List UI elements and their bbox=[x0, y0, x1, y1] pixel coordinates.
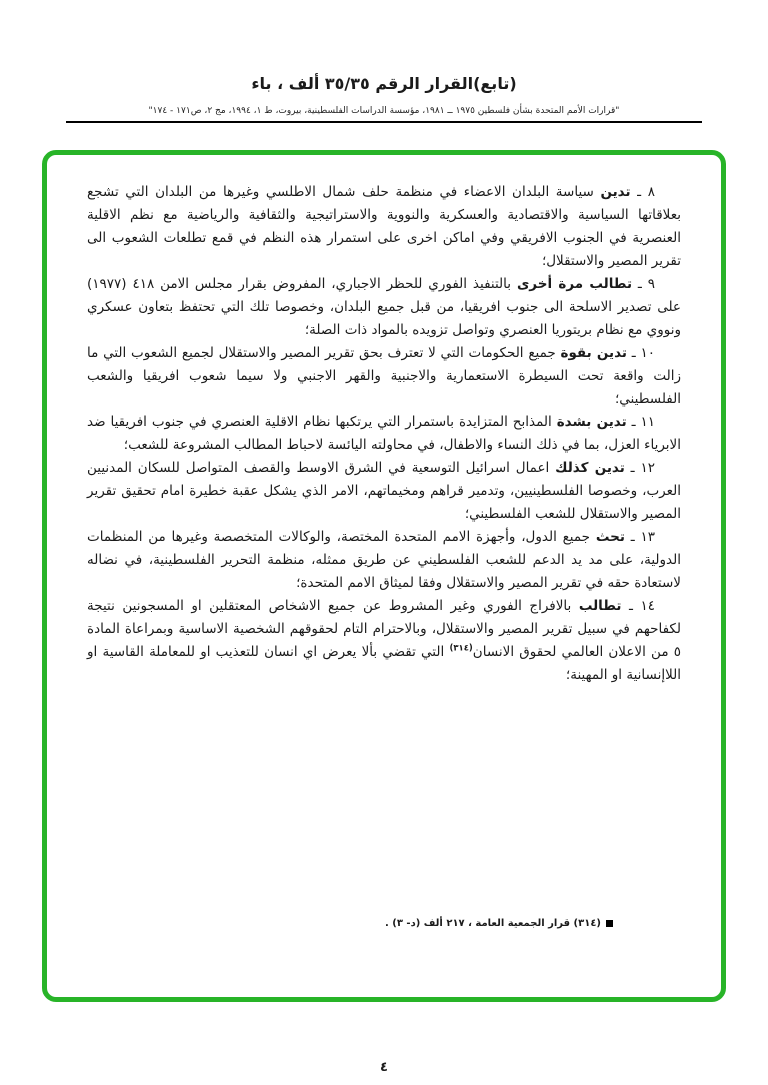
paragraph-12 bbox=[87, 457, 681, 526]
paragraph-lead: تحث bbox=[595, 529, 625, 545]
paragraph-text: بالافراج الفوري وغير المشروط عن جميع الاشخاص المعتقلين او المسجونين نتيجة لكفاحهم في سبيل تقرير المصير والاستقلال، وبالاحترام التام لحقوقهم الشخصية الاساسية وبمراعاة المادة ٥ من الاعلان العالمي لحقوق الانسان bbox=[87, 598, 681, 660]
header-divider bbox=[66, 121, 702, 123]
page-number: ٤ bbox=[380, 1060, 388, 1075]
paragraph-10 bbox=[87, 342, 681, 411]
paragraph-number: ٩ bbox=[647, 276, 656, 292]
paragraph-text: جميع الحكومات التي لا تعترف بحق تقرير المصير والاستقلال لجميع الشعوب التي ما زالت واقعة تحت السيطرة الاستعمارية والاجنبية والقهر الاجنبي ولا سيما شعوب افريقيا والشعب الفلسطيني؛ bbox=[87, 345, 681, 407]
paragraph-separator: ـ bbox=[631, 414, 636, 430]
footnote-reference: (٣١٤) bbox=[449, 643, 473, 654]
source-citation: "قرارات الأمم المتحدة بشأن فلسطين ١٩٧٥ ــ ١٩٨١، مؤسسة الدراسات الفلسطينية، بيروت، ط ١، ١٩٩٤، مج ٢، ص١٧١ - ١٧٤" bbox=[148, 106, 620, 116]
paragraph-lead: تطالب bbox=[578, 598, 622, 614]
resolution-title: (تابع)القرار الرقم ٣٥/٣٥ ألف ، باء bbox=[251, 74, 517, 93]
resolution-body bbox=[87, 181, 681, 687]
paragraph-separator: ـ bbox=[631, 345, 636, 361]
paragraph-number: ٨ bbox=[647, 184, 656, 200]
paragraph-separator: ـ bbox=[628, 598, 633, 614]
paragraph-lead: تدين بقوة bbox=[560, 345, 627, 361]
page-header bbox=[0, 74, 768, 123]
paragraph-lead: تطالب مرة أخرى bbox=[516, 276, 633, 292]
paragraph-lead: تدين bbox=[600, 184, 631, 200]
paragraph-text: بالتنفيذ الفوري للحظر الاجباري، المفروض بقرار مجلس الامن ٤١٨ (١٩٧٧) على تصدير الاسلحة الى جنوب افريقيا، من قبل جميع البلدان، وخصوصا تلك التي تحتفظ بتعاون عسكري ونووي مع نظام بريتوريا العنصري وتواصل تزويده بالمواد ذات الصلة؛ bbox=[87, 276, 681, 338]
paragraph-8 bbox=[87, 181, 681, 273]
paragraph-13 bbox=[87, 526, 681, 595]
paragraph-number: ١٣ bbox=[640, 529, 656, 545]
paragraph-text: المذابح المتزايدة باستمرار التي يرتكبها نظام الاقلية العنصري في جنوب افريقيا ضد الابرياء العزل، بما في ذلك النساء والاطفال، في محاولته اليائسة لاحباط المطالب المشروعة للشعب؛ bbox=[87, 414, 681, 453]
content-frame bbox=[42, 150, 726, 1002]
paragraph-separator: ـ bbox=[630, 460, 635, 476]
paragraph-number: ١١ bbox=[640, 414, 656, 430]
paragraph-11 bbox=[87, 411, 681, 457]
footnote bbox=[385, 918, 613, 929]
paragraph-text: جميع الدول، وأجهزة الامم المتحدة المختصة، والوكالات المتخصصة وغيرها من المنظمات الدولية، على مد يد الدعم للشعب الفلسطيني عن طريق ممثله، منظمة التحرير الفلسطينية، في نضاله لاستعادة حقه في تقرير المصير والاستقلال وفقا لميثاق الامم المتحدة؛ bbox=[87, 529, 681, 591]
paragraph-separator: ـ bbox=[630, 529, 635, 545]
paragraph-text: التي تقضي بألا يعرض اي انسان للتعذيب او للمعاملة القاسية او اللاإنسانية او المهينة؛ bbox=[87, 644, 681, 683]
paragraph-lead: تدين كذلك bbox=[555, 460, 625, 476]
paragraph-14 bbox=[87, 595, 681, 687]
paragraph-number: ١٤ bbox=[640, 598, 655, 614]
footnote-text: (٣١٤) قرار الجمعية العامة ، ٢١٧ ألف (د- ٣) . bbox=[384, 918, 601, 929]
paragraph-text: سياسة البلدان الاعضاء في منظمة حلف شمال الاطلسي وغيرها من البلدان التي تشجع بعلاقاتها السياسية والاقتصادية والعسكرية والنووية والاستراتيجية والثقافية والرياضية مع نظم الاقلية العنصرية في الجنوب الافريقي وفي اماكن اخرى على استمرار هذه النظم في قمع تطلعات الشعوب الى تقرير المصير والاستقلال؛ bbox=[87, 184, 681, 269]
paragraph-separator: ـ bbox=[637, 184, 642, 200]
paragraph-lead: تدين بشدة bbox=[556, 414, 627, 430]
paragraph-9 bbox=[87, 273, 681, 342]
paragraph-number: ١٠ bbox=[640, 345, 655, 361]
paragraph-separator: ـ bbox=[637, 276, 642, 292]
paragraph-text: اعمال اسرائيل التوسعية في الشرق الاوسط والقصف المتواصل للسكان المدنيين العرب، وخصوصا الفلسطينيين، وتدمير قراهم ومخيماتهم، الامر الذي يشكل عقبة خطيرة امام تحقيق تقرير المصير والاستقلال للشعب الفلسطيني؛ bbox=[87, 460, 681, 522]
paragraph-number: ١٢ bbox=[640, 460, 655, 476]
footnote-marker-square bbox=[606, 920, 613, 927]
